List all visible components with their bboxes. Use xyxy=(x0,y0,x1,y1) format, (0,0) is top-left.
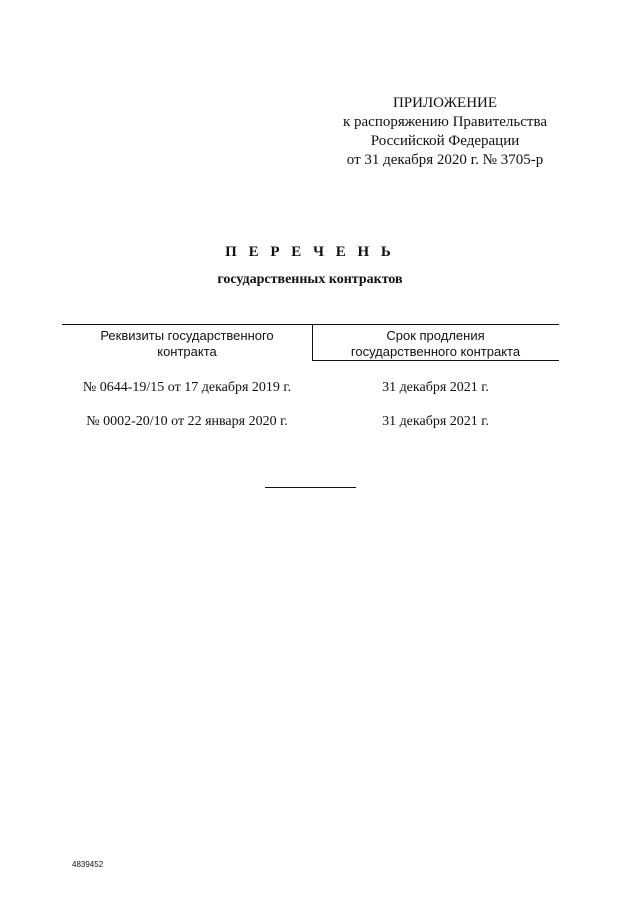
appendix-header xyxy=(330,94,560,170)
appendix-order-reference: к распоряжению Правительства xyxy=(342,114,547,130)
table-header-rule xyxy=(312,360,559,361)
document-title: П Е Р Е Ч Е Н Ь xyxy=(225,244,395,260)
document-subtitle: государственных контрактов xyxy=(217,272,403,287)
table-row xyxy=(62,380,559,400)
header-extension-term-line2: государственного контракта xyxy=(350,344,521,359)
contract-cell: № 0644-19/15 от 17 декабря 2019 г. xyxy=(82,380,292,395)
header-contract-details-line1: Реквизиты государственного xyxy=(100,328,274,343)
appendix-date-number: от 31 декабря 2020 г. № 3705-р xyxy=(346,152,544,168)
contract-cell: № 0002-20/10 от 22 января 2020 г. xyxy=(86,414,288,429)
header-contract-details xyxy=(62,328,312,360)
appendix-title: ПРИЛОЖЕНИЕ xyxy=(392,95,498,111)
table-row xyxy=(62,414,559,434)
table-top-rule xyxy=(62,324,559,325)
document-code: 4839452 xyxy=(72,860,104,869)
header-extension-term-line1: Срок продления xyxy=(386,328,485,343)
extension-cell: 31 декабря 2021 г. xyxy=(382,380,489,395)
header-extension-term xyxy=(312,328,559,360)
extension-cell: 31 декабря 2021 г. xyxy=(382,414,489,429)
header-contract-details-line2: контракта xyxy=(157,344,217,359)
end-of-document-rule xyxy=(265,487,356,488)
appendix-government: Российской Федерации xyxy=(370,133,520,149)
